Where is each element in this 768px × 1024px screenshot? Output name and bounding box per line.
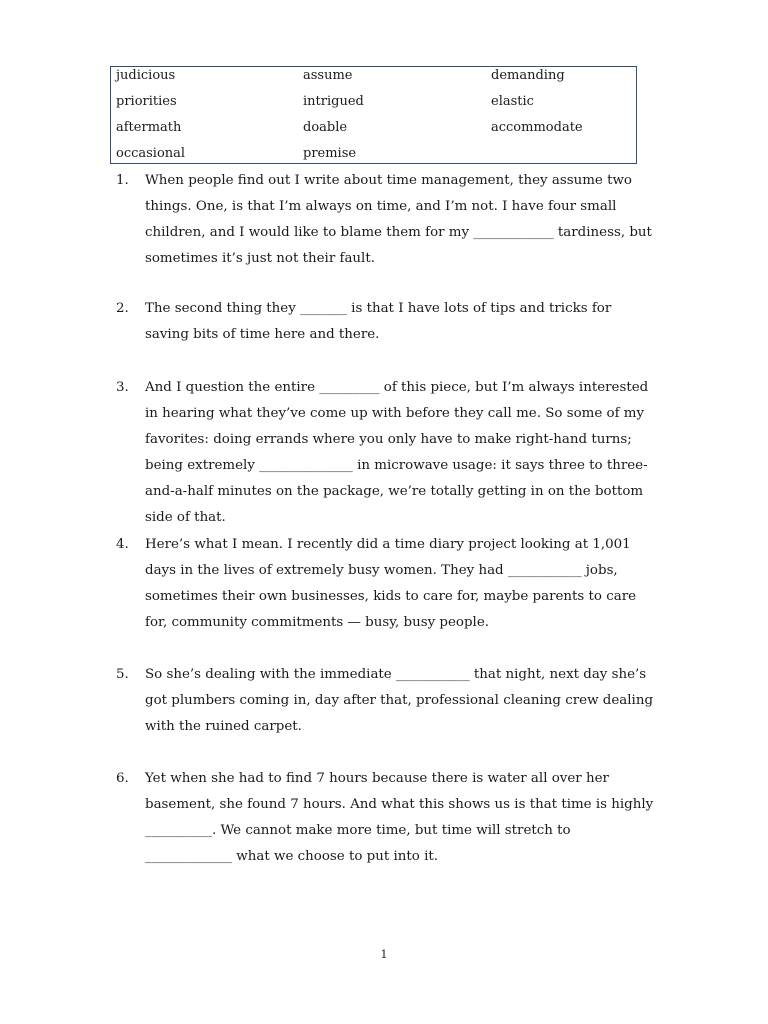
- word-bank-item: doable: [303, 120, 348, 135]
- page-number: 1: [380, 948, 388, 961]
- question-6: [116, 766, 656, 870]
- question-text: The second thing they _______ is that I have lots of tips and tricks for saving bits of time here and there.: [145, 301, 612, 342]
- question-5: [116, 662, 656, 740]
- question-number: 3.: [116, 380, 129, 395]
- word-bank-item: intrigued: [303, 94, 364, 109]
- question-number: 4.: [116, 537, 129, 552]
- word-bank-item: accommodate: [491, 120, 583, 135]
- word-bank-item: elastic: [491, 94, 534, 109]
- question-1: [116, 168, 656, 272]
- question-number: 1.: [116, 173, 129, 188]
- question-4: [116, 532, 656, 636]
- word-bank-item: occasional: [116, 146, 186, 161]
- question-text: Yet when she had to find 7 hours because there is water all over her basement, she found 7 hours. And what this shows us is that time is highly __________. We cannot make more time, but time will stretch to _____________ what we choose to put into it.: [145, 771, 654, 864]
- word-bank-item: assume: [303, 68, 353, 83]
- word-bank: [110, 66, 637, 164]
- word-bank-item: priorities: [116, 94, 177, 109]
- question-text: And I question the entire _________ of this piece, but I’m always interested in hearing what they’ve come up with before they call me. So some of my favorites: doing errands where you only have to make right-hand turns; being extremely ______________ in microwave usage: it says three to three-and-a-half minutes on the package, we’re totally getting in on the bottom side of that.: [145, 380, 649, 525]
- question-2: [116, 296, 656, 348]
- question-number: 6.: [116, 771, 129, 786]
- question-text: Here’s what I mean. I recently did a time diary project looking at 1,001 days in the lives of extremely busy women. They had ___________ jobs, sometimes their own businesses, kids to care for, maybe parents to care for, community commitments — busy, busy people.: [145, 537, 637, 630]
- question-text: So she’s dealing with the immediate ___________ that night, next day she’s got plumbers coming in, day after that, professional cleaning crew dealing with the ruined carpet.: [145, 667, 654, 734]
- question-number: 5.: [116, 667, 129, 682]
- word-bank-item: premise: [303, 146, 357, 161]
- question-3: [116, 375, 656, 531]
- question-number: 2.: [116, 301, 129, 316]
- word-bank-item: aftermath: [116, 120, 182, 135]
- question-text: When people find out I write about time management, they assume two things. One, is that I’m always on time, and I’m not. I have four small children, and I would like to blame them for my ____________ tardiness, but sometimes it’s just not their fault.: [145, 173, 652, 266]
- word-bank-item: judicious: [116, 68, 176, 83]
- word-bank-item: demanding: [491, 68, 565, 83]
